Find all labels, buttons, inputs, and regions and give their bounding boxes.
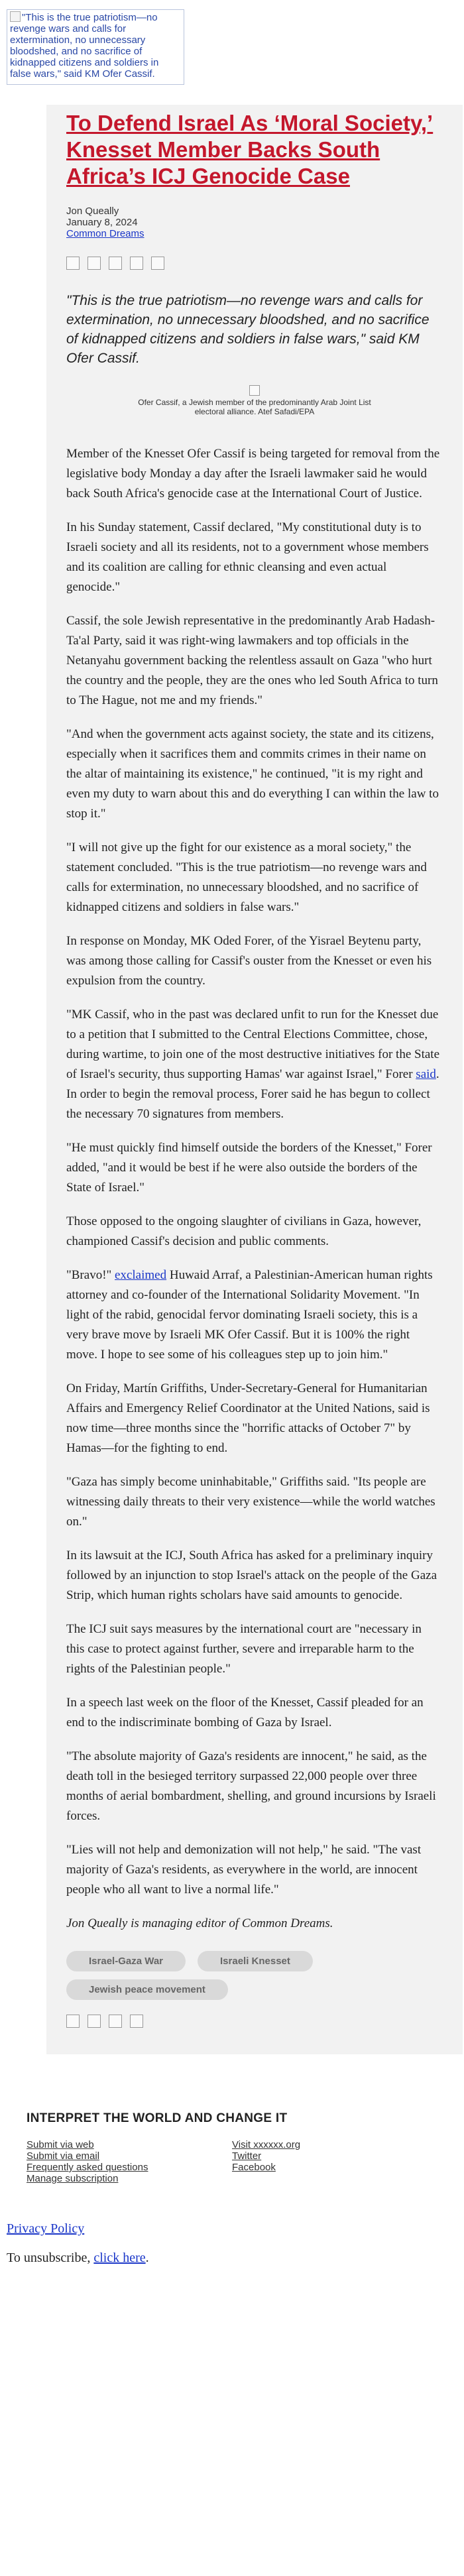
visit-site-link[interactable]: Visit xxxxxx.org — [232, 2139, 301, 2150]
broken-image-icon — [249, 385, 260, 396]
unsubscribe — [7, 2249, 464, 2266]
paragraph-text: "MK Cassif, who in the past was declared unfit to run for the Knesset due to a petition that I submitted to the Central Elections Committee, chose, during wartime, to join one of the most destructive initiatives for the State of Israel's security, thus supporting Hamas' war against Israel," Forer — [66, 1008, 440, 1081]
twitter-link[interactable]: Twitter — [232, 2150, 262, 2162]
broken-image-icon — [10, 11, 21, 22]
tag-israeli-knesset[interactable]: Israeli Knesset — [198, 1951, 313, 1971]
share-twitter-icon[interactable] — [87, 257, 101, 270]
paragraph: "He must quickly find himself outside the borders of the Knesset," Forer added, "and it would be best if he were also outside the borders of the State of Israel." — [66, 1141, 432, 1195]
share-link-icon[interactable] — [130, 257, 143, 270]
headline[interactable]: To Defend Israel As ‘Moral Society,’ Knesset Member Backs South Africa’s ICJ Genocide Case — [66, 111, 434, 188]
share-email-icon[interactable] — [109, 2015, 122, 2028]
paragraph: Those opposed to the ongoing slaughter of civilians in Gaza, however, championed Cassif's decision and public comments. — [66, 1214, 422, 1248]
hero-image-alt-text: "This is the true patriotism—no revenge wars and calls for extermination, no unnecessary bloodshed, and no sacrifice of kidnapped citizens and soldiers in false wars," said KM Ofer Cassif. — [10, 12, 159, 80]
article-card — [46, 105, 463, 2054]
submit-via-email-link[interactable]: Submit via email — [27, 2150, 100, 2162]
footer — [27, 2111, 464, 2184]
unsubscribe-link[interactable]: click here — [93, 2251, 146, 2265]
pull-quote: "This is the true patriotism—no revenge wars and calls for extermination, no unnecessary bloodshed, and no sacrifice of kidnapped citizens and soldiers in false wars," said KM Ofer Cassif. — [66, 293, 430, 366]
paragraph: In its lawsuit at the ICJ, South Africa has asked for a preliminary inquiry followed by an injunction to stop Israel's attack on the people of the Gaza Strip, which human rights scholars have said amounts to genocide. — [66, 1549, 437, 1602]
paragraph-text: . In order to begin the removal process, Forer said he has begun to collect the necessary 70 signatures from members. — [66, 1067, 439, 1121]
exclaimed-link[interactable]: exclaimed — [115, 1268, 167, 1282]
publication-link[interactable]: Common Dreams — [66, 228, 145, 239]
paragraph: "I will not give up the fight for our existence as a moral society," the statement concluded. "This is the true patriotism—no revenge wars and calls for extermination, no unnecessary bloodshed, and no sacrifice of kidnapped citizens and soldiers in false wars." — [66, 841, 427, 914]
date: January 8, 2024 — [66, 217, 138, 228]
privacy-policy-link[interactable]: Privacy Policy — [7, 2221, 85, 2236]
share-twitter-icon[interactable] — [87, 2015, 101, 2028]
tag-jewish-peace-movement[interactable]: Jewish peace movement — [66, 1979, 228, 2000]
paragraph-text: Huwaid Arraf, a Palestinian-American human rights attorney and co-founder of the International Solidarity Movement. "In light of the rabid, genocidal fervor dominating Israeli society, this is a very brave move by Israeli MK Ofer Cassif. But it is 100% the right move. I hope to see some of his colleagues step up to join him." — [66, 1268, 433, 1362]
article-body — [66, 444, 443, 1934]
said-link[interactable]: said — [416, 1067, 436, 1081]
paragraph: "The absolute majority of Gaza's residents are innocent," he said, as the death toll in the besieged territory surpassed 22,000 people over three months of aerial bombardment, shelling, and ground incursions by Israeli forces. — [66, 1749, 436, 1823]
paragraph: "And when the government acts against society, the state and its citizens, especially when it sacrifices them and commits crimes in their name on the altar of maintaining its existence," he continued, "it is my right and even my duty to warn about this and do everything I can within the law to stop it." — [66, 727, 439, 821]
paragraph-text: "Bravo!" — [66, 1268, 115, 1282]
paragraph: The ICJ suit says measures by the international court are "necessary in this case to protect against further, severe and irreparable harm to the rights of the Palestinian people." — [66, 1622, 422, 1676]
figure — [66, 385, 443, 416]
footer-heading: INTERPRET THE WORLD AND CHANGE IT — [27, 2111, 288, 2125]
share-facebook-icon[interactable] — [66, 257, 80, 270]
unsubscribe-text: To unsubscribe, — [7, 2251, 94, 2265]
submit-via-web-link[interactable]: Submit via web — [27, 2139, 94, 2150]
paragraph — [66, 1005, 443, 1124]
facebook-link[interactable]: Facebook — [232, 2162, 276, 2173]
share-print-icon[interactable] — [151, 257, 164, 270]
author-bio: Jon Queally is managing editor of Common Dreams. — [66, 1916, 333, 1930]
paragraph: "Lies will not help and demonization will not help," he said. "The vast majority of Gaza's residents, as everywhere in the world, are innocent people who all want to live a normal life." — [66, 1843, 422, 1897]
figure-caption: Ofer Cassif, a Jewish member of the predominantly Arab Joint List electoral alliance. Atef Safadi/EPA — [138, 398, 371, 416]
share-email-icon[interactable] — [109, 257, 122, 270]
footer-left-links — [27, 2139, 232, 2184]
hero-image-alt[interactable] — [7, 9, 184, 85]
paragraph: "Gaza has simply become uninhabitable," Griffiths said. "Its people are witnessing daily threats to their very existence—while the world watches on." — [66, 1475, 435, 1529]
unsubscribe-end: . — [145, 2251, 149, 2265]
share-icons-bottom — [66, 2015, 463, 2028]
share-icons — [66, 257, 443, 270]
share-link-icon[interactable] — [130, 2015, 143, 2028]
manage-subscription-link[interactable]: Manage subscription — [27, 2173, 119, 2184]
footer-right-links — [232, 2139, 437, 2184]
paragraph: In his Sunday statement, Cassif declared, "My constitutional duty is to Israeli society and all its residents, not to a government whose members and its coalition are calling for ethnic cleansing and even actual genocide." — [66, 520, 429, 594]
author: Jon Queally — [66, 205, 119, 217]
paragraph: On Friday, Martín Griffiths, Under-Secretary-General for Humanitarian Affairs and Emergency Relief Coordinator at the United Nations, said is now time—three months since the "horrific attacks of October 7" by Hamas—for the fighting to end. — [66, 1381, 430, 1455]
paragraph: Member of the Knesset Ofer Cassif is being targeted for removal from the legislative body Monday a day after the Israeli lawmaker said he would back South Africa's genocide case at the International Court of Justice. — [66, 447, 440, 500]
faq-link[interactable]: Frequently asked questions — [27, 2162, 148, 2173]
legal — [7, 2220, 464, 2237]
paragraph: In a speech last week on the floor of the Knesset, Cassif pleaded for an end to the indiscriminate bombing of Gaza by Israel. — [66, 1696, 424, 1729]
share-facebook-icon[interactable] — [66, 2015, 80, 2028]
paragraph: Cassif, the sole Jewish representative in the predominantly Arab Hadash-Ta'al Party, said it was right-wing lawmakers and top officials in the Netanyahu government backing the relentless assault on Gaza "who hurt the country and the people, they are the ones who led South Africa to turn to The Hague, not me and my friends." — [66, 614, 438, 707]
paragraph — [66, 1265, 443, 1365]
paragraph: In response on Monday, MK Oded Forer, of the Yisrael Beytenu party, was among those calling for Cassif's ouster from the Knesset or even his expulsion from the country. — [66, 934, 432, 988]
tag-list — [66, 1951, 345, 2000]
article-meta — [66, 205, 443, 239]
tag-israel-gaza-war[interactable]: Israel-Gaza War — [66, 1951, 186, 1971]
